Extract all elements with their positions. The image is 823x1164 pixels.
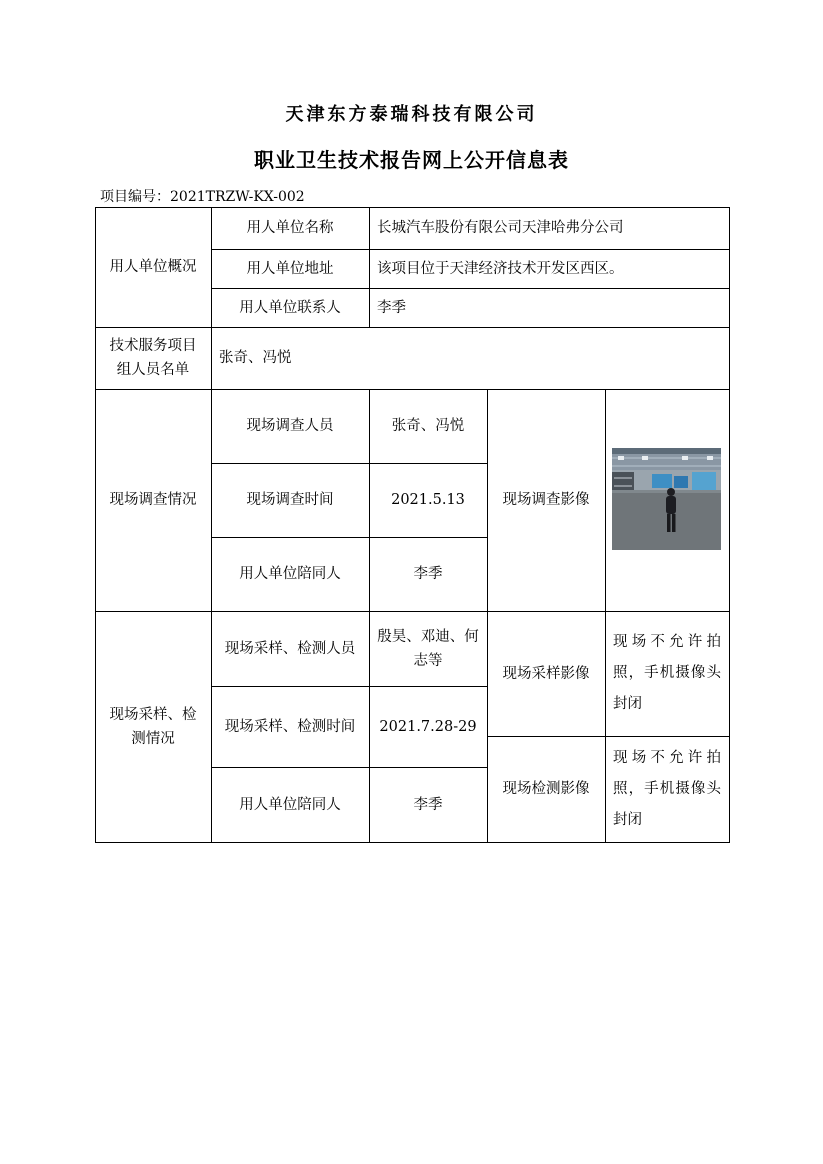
table-rule bbox=[369, 389, 370, 843]
sampling-time-label: 现场采样、检测时间 bbox=[224, 718, 356, 735]
table-rule bbox=[211, 686, 487, 687]
table-border-right bbox=[729, 207, 730, 843]
employer-contact-value: 李季 bbox=[377, 299, 406, 316]
table-rule bbox=[211, 288, 730, 289]
sampling-escort-value: 李季 bbox=[413, 796, 443, 813]
sampling-staff-value: 殷昊、邓迪、何志等 bbox=[377, 628, 479, 669]
team-label: 技术服务项目组人员名单 bbox=[109, 338, 197, 378]
survey-time-label: 现场调查时间 bbox=[246, 492, 334, 508]
page-title: 职业卫生技术报告网上公开信息表 bbox=[254, 148, 569, 172]
detection-image-label: 现场检测影像 bbox=[502, 781, 590, 797]
survey-escort-label: 用人单位陪同人 bbox=[239, 566, 341, 582]
employer-section-label: 用人单位概况 bbox=[109, 259, 197, 275]
sampling-staff-label: 现场采样、检测人员 bbox=[224, 640, 356, 657]
survey-time-value: 2021.5.13 bbox=[391, 492, 465, 508]
employer-name-value: 长城汽车股份有限公司天津哈弗分公司 bbox=[377, 220, 624, 236]
table-rule bbox=[95, 389, 730, 390]
survey-staff-value: 张奇、冯悦 bbox=[391, 418, 465, 434]
employer-address-label: 用人单位地址 bbox=[246, 260, 334, 277]
table-border-bottom bbox=[95, 842, 730, 843]
table-rule bbox=[95, 327, 730, 328]
sampling-image-note: 现场不允许拍照，手机摄像头封闭 bbox=[613, 634, 721, 712]
employer-name-label: 用人单位名称 bbox=[246, 220, 334, 236]
survey-photo bbox=[612, 448, 721, 550]
table-rule bbox=[211, 537, 487, 538]
table-rule bbox=[487, 736, 730, 737]
table-rule bbox=[95, 611, 730, 612]
survey-staff-label: 现场调查人员 bbox=[246, 418, 334, 434]
team-value: 张奇、冯悦 bbox=[219, 350, 292, 366]
sampling-escort-label: 用人单位陪同人 bbox=[239, 796, 341, 813]
table-rule bbox=[211, 249, 730, 250]
table-border-top bbox=[95, 207, 730, 208]
table-border-left bbox=[95, 207, 96, 843]
company-name: 天津东方泰瑞科技有限公司 bbox=[285, 104, 538, 125]
table-rule bbox=[211, 767, 487, 768]
project-number: 项目编号：2021TRZW-KX-002 bbox=[100, 189, 305, 205]
survey-section-label: 现场调查情况 bbox=[109, 492, 197, 508]
employer-address-value: 该项目位于天津经济技术开发区西区。 bbox=[377, 260, 624, 277]
table-rule bbox=[487, 389, 488, 843]
sampling-image-label: 现场采样影像 bbox=[502, 665, 590, 682]
employer-contact-label: 用人单位联系人 bbox=[239, 299, 341, 316]
detection-image-note: 现场不允许拍照，手机摄像头封闭 bbox=[613, 749, 721, 828]
sampling-section-label: 现场采样、检测情况 bbox=[109, 706, 197, 747]
sampling-time-value: 2021.7.28-29 bbox=[379, 718, 477, 735]
table-rule bbox=[605, 389, 606, 843]
table-rule bbox=[369, 207, 370, 327]
survey-image-label: 现场调查影像 bbox=[502, 492, 590, 508]
survey-escort-value: 李季 bbox=[413, 566, 443, 582]
table-rule bbox=[211, 207, 212, 843]
table-rule bbox=[211, 463, 487, 464]
